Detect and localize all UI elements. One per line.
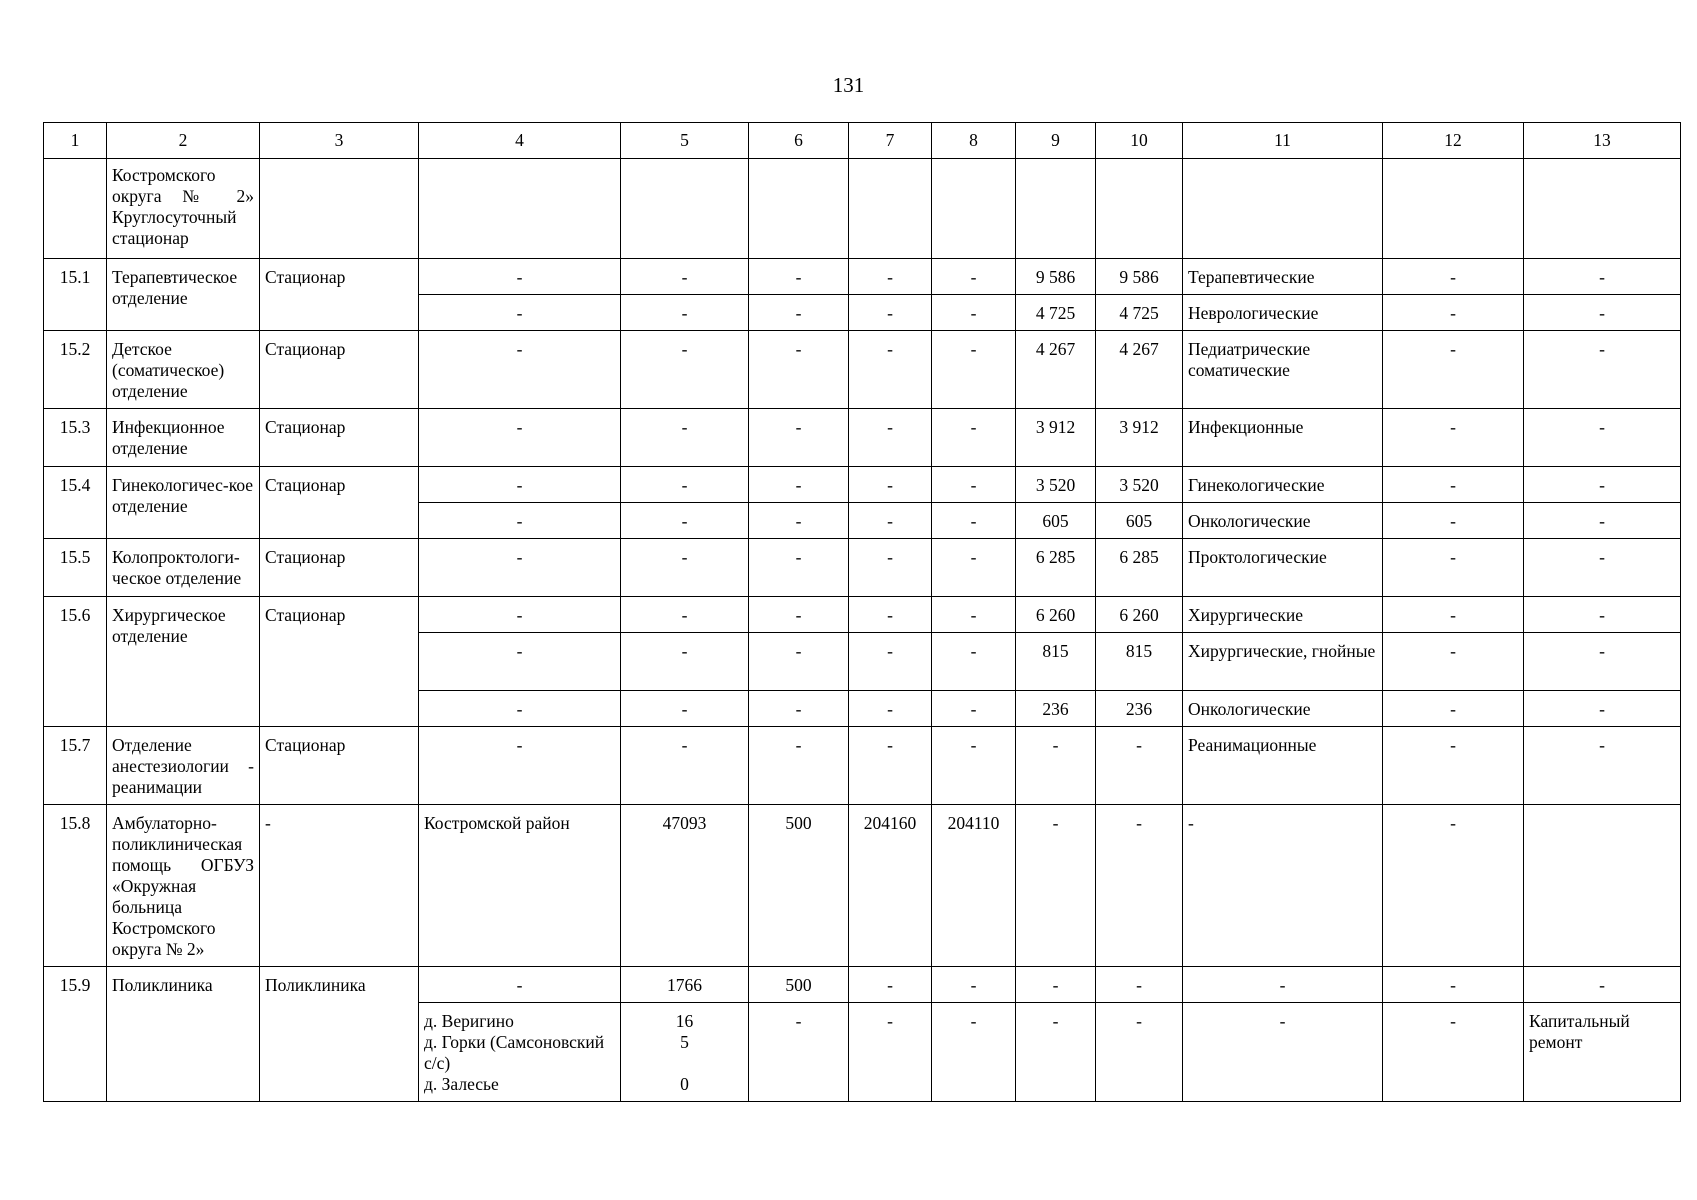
table-cell: -: [621, 539, 749, 597]
table-cell: -: [749, 597, 849, 633]
table-cell: -: [1016, 805, 1096, 967]
table-cell: 4 725: [1096, 295, 1183, 331]
table-row: [44, 467, 1681, 503]
row-number: 15.6: [44, 597, 107, 727]
table-cell: -: [1524, 597, 1681, 633]
table-cell: -: [419, 259, 621, 295]
table-cell: 204160: [849, 805, 932, 967]
table-cell: 236: [1016, 691, 1096, 727]
table-cell: 4 267: [1016, 331, 1096, 409]
table-cell: -: [1524, 295, 1681, 331]
table-cell: -: [849, 691, 932, 727]
table-row: [44, 331, 1681, 409]
table-cell: 605: [1096, 503, 1183, 539]
table-cell: -: [419, 467, 621, 503]
table-cell: -: [1383, 1003, 1524, 1102]
row-number: 15.3: [44, 409, 107, 467]
table-cell: 1766: [621, 967, 749, 1003]
table-cell: -: [849, 597, 932, 633]
table-cell: -: [749, 1003, 849, 1102]
row-type: Стационар: [260, 539, 419, 597]
table-cell: 9 586: [1016, 259, 1096, 295]
column-header: 10: [1096, 123, 1183, 159]
table-cell: 500: [749, 967, 849, 1003]
table-cell: 4 267: [1096, 331, 1183, 409]
table-row: [44, 259, 1681, 295]
table-cell: -: [849, 259, 932, 295]
table-cell: -: [1096, 727, 1183, 805]
table-cell: д. Веригино д. Горки (Самсоновский с/с) д. Залесье: [419, 1003, 621, 1102]
table-row: [44, 967, 1681, 1003]
row-type: Стационар: [260, 727, 419, 805]
column-header: 13: [1524, 123, 1681, 159]
table-cell: -: [1524, 467, 1681, 503]
table-cell: -: [932, 259, 1016, 295]
table-cell: -: [1383, 633, 1524, 691]
table-cell: [749, 159, 849, 259]
column-header: 6: [749, 123, 849, 159]
table-cell: -: [419, 967, 621, 1003]
row-name: Колопроктологи-ческое отделение: [107, 539, 260, 597]
column-header: 7: [849, 123, 932, 159]
table-cell: 236: [1096, 691, 1183, 727]
table-cell: -: [1383, 539, 1524, 597]
row-number: 15.4: [44, 467, 107, 539]
row-number: 15.8: [44, 805, 107, 967]
table-cell: -: [749, 539, 849, 597]
row-name: Костромского округа № 2» Круглосуточный стационар: [107, 159, 260, 259]
table-cell: -: [1183, 1003, 1383, 1102]
table-cell: Проктологические: [1183, 539, 1383, 597]
table-cell: -: [1383, 597, 1524, 633]
table-cell: -: [621, 691, 749, 727]
table-cell: Инфекционные: [1183, 409, 1383, 467]
column-header: 3: [260, 123, 419, 159]
table-cell: -: [1383, 691, 1524, 727]
table-cell: Хирургические, гнойные: [1183, 633, 1383, 691]
data-table: [43, 122, 1681, 1102]
table-cell: [932, 159, 1016, 259]
row-name: Поликлиника: [107, 967, 260, 1102]
row-type: -: [260, 805, 419, 967]
table-cell: -: [419, 633, 621, 691]
table-cell: -: [849, 295, 932, 331]
table-cell: -: [932, 295, 1016, 331]
table-cell: -: [849, 467, 932, 503]
row-name: Гинекологичес-кое отделение: [107, 467, 260, 539]
table-row: [44, 805, 1681, 967]
table-cell: -: [1096, 805, 1183, 967]
table-cell: -: [1383, 727, 1524, 805]
table-cell: 16 5 0: [621, 1003, 749, 1102]
table-cell: -: [419, 331, 621, 409]
table-cell: -: [419, 539, 621, 597]
table-row: [44, 159, 1681, 259]
table-cell: [1096, 159, 1183, 259]
table-cell: [1183, 159, 1383, 259]
table-cell: -: [749, 727, 849, 805]
column-header: 8: [932, 123, 1016, 159]
table-cell: -: [1016, 1003, 1096, 1102]
table-cell: Терапевтические: [1183, 259, 1383, 295]
row-number: 15.1: [44, 259, 107, 331]
table-cell: -: [932, 331, 1016, 409]
table-cell: -: [621, 633, 749, 691]
table-cell: -: [1524, 691, 1681, 727]
table-cell: Костромской район: [419, 805, 621, 967]
table-cell: -: [1183, 805, 1383, 967]
table-cell: -: [932, 409, 1016, 467]
table-cell: -: [621, 467, 749, 503]
table-cell: -: [932, 597, 1016, 633]
table-cell: -: [749, 295, 849, 331]
row-number: 15.7: [44, 727, 107, 805]
table-cell: -: [1383, 295, 1524, 331]
table-cell: [849, 159, 932, 259]
table-cell: Хирургические: [1183, 597, 1383, 633]
table-cell: -: [932, 539, 1016, 597]
table-cell: -: [1524, 503, 1681, 539]
table-cell: -: [849, 539, 932, 597]
table-cell: 500: [749, 805, 849, 967]
table-cell: -: [621, 331, 749, 409]
row-type: Стационар: [260, 467, 419, 539]
table-cell: 605: [1016, 503, 1096, 539]
table-cell: -: [1383, 805, 1524, 967]
table-cell: -: [1524, 331, 1681, 409]
row-name: Детское (соматическое) отделение: [107, 331, 260, 409]
table-cell: -: [1524, 409, 1681, 467]
table-cell: Онкологические: [1183, 503, 1383, 539]
row-name: Терапевтическое отделение: [107, 259, 260, 331]
table-cell: 6 260: [1016, 597, 1096, 633]
row-number: 15.9: [44, 967, 107, 1102]
table-cell: -: [749, 503, 849, 539]
table-cell: Педиатрические соматические: [1183, 331, 1383, 409]
table-cell: Онкологические: [1183, 691, 1383, 727]
table-cell: -: [419, 409, 621, 467]
table-cell: Капитальный ремонт: [1524, 1003, 1681, 1102]
row-type: Поликлиника: [260, 967, 419, 1102]
table-cell: -: [1383, 331, 1524, 409]
table-cell: -: [749, 633, 849, 691]
table-cell: -: [749, 467, 849, 503]
table-cell: -: [419, 295, 621, 331]
table-cell: 3 912: [1096, 409, 1183, 467]
table-cell: [1524, 805, 1681, 967]
table-cell: 4 725: [1016, 295, 1096, 331]
table-cell: 204110: [932, 805, 1016, 967]
table-cell: -: [621, 295, 749, 331]
table-cell: -: [621, 503, 749, 539]
table-cell: 815: [1016, 633, 1096, 691]
table-cell: -: [621, 727, 749, 805]
table-cell: -: [849, 1003, 932, 1102]
table-cell: -: [932, 503, 1016, 539]
table-cell: [1524, 159, 1681, 259]
row-type: Стационар: [260, 409, 419, 467]
table-cell: -: [1524, 967, 1681, 1003]
table-cell: -: [1096, 1003, 1183, 1102]
table-cell: 6 260: [1096, 597, 1183, 633]
column-header: 4: [419, 123, 621, 159]
row-number: [44, 159, 107, 259]
row-name: Отделение анестезиологии - реанимации: [107, 727, 260, 805]
table-cell: [1016, 159, 1096, 259]
row-name: Хирургическое отделение: [107, 597, 260, 727]
column-header: 9: [1016, 123, 1096, 159]
table-cell: -: [621, 597, 749, 633]
table-cell: -: [1383, 259, 1524, 295]
header-row: [44, 123, 1681, 159]
row-type: [260, 159, 419, 259]
table-cell: -: [849, 633, 932, 691]
column-header: 1: [44, 123, 107, 159]
table-cell: [1383, 159, 1524, 259]
table-cell: -: [749, 409, 849, 467]
table-cell: -: [419, 597, 621, 633]
table-cell: -: [621, 409, 749, 467]
table-cell: -: [849, 331, 932, 409]
table-cell: -: [621, 259, 749, 295]
table-cell: -: [1383, 967, 1524, 1003]
table-cell: -: [749, 691, 849, 727]
table-cell: -: [932, 967, 1016, 1003]
table-cell: 47093: [621, 805, 749, 967]
table-cell: 6 285: [1096, 539, 1183, 597]
table-cell: Гинекологические: [1183, 467, 1383, 503]
row-number: 15.2: [44, 331, 107, 409]
row-number: 15.5: [44, 539, 107, 597]
table-cell: -: [419, 503, 621, 539]
table-cell: 9 586: [1096, 259, 1183, 295]
table-cell: 815: [1096, 633, 1183, 691]
table-cell: 6 285: [1016, 539, 1096, 597]
table-cell: -: [1183, 967, 1383, 1003]
table-cell: -: [1383, 409, 1524, 467]
row-name: Инфекционное отделение: [107, 409, 260, 467]
table-cell: [621, 159, 749, 259]
table-cell: -: [1524, 259, 1681, 295]
table-cell: -: [1096, 967, 1183, 1003]
table-row: [44, 727, 1681, 805]
table-cell: -: [419, 691, 621, 727]
column-header: 5: [621, 123, 749, 159]
table-cell: Реанимационные: [1183, 727, 1383, 805]
table-cell: Неврологические: [1183, 295, 1383, 331]
page-number: 131: [832, 73, 865, 97]
table-cell: 3 520: [1096, 467, 1183, 503]
table-cell: -: [849, 409, 932, 467]
table-cell: -: [1383, 503, 1524, 539]
table-cell: -: [419, 727, 621, 805]
table-cell: -: [749, 259, 849, 295]
row-type: Стационар: [260, 597, 419, 727]
table-row: [44, 409, 1681, 467]
table-cell: -: [932, 633, 1016, 691]
column-header: 2: [107, 123, 260, 159]
table-cell: -: [932, 727, 1016, 805]
table-cell: -: [932, 1003, 1016, 1102]
table-cell: -: [849, 967, 932, 1003]
table-row: [44, 539, 1681, 597]
table-cell: -: [849, 503, 932, 539]
table-cell: -: [932, 691, 1016, 727]
table-cell: 3 912: [1016, 409, 1096, 467]
table-row: [44, 597, 1681, 633]
table-cell: 3 520: [1016, 467, 1096, 503]
table-cell: -: [849, 727, 932, 805]
table-cell: -: [1383, 467, 1524, 503]
table-cell: -: [1016, 967, 1096, 1003]
row-type: Стационар: [260, 331, 419, 409]
table-cell: -: [1524, 727, 1681, 805]
column-header: 11: [1183, 123, 1383, 159]
row-name: Амбулаторно- поликлиническая помощь ОГБУЗ «Окружная больница Костромского округа № 2»: [107, 805, 260, 967]
table-cell: -: [1524, 539, 1681, 597]
row-type: Стационар: [260, 259, 419, 331]
table-cell: -: [932, 467, 1016, 503]
table-cell: [419, 159, 621, 259]
table-cell: -: [749, 331, 849, 409]
table-cell: -: [1524, 633, 1681, 691]
table-cell: -: [1016, 727, 1096, 805]
column-header: 12: [1383, 123, 1524, 159]
